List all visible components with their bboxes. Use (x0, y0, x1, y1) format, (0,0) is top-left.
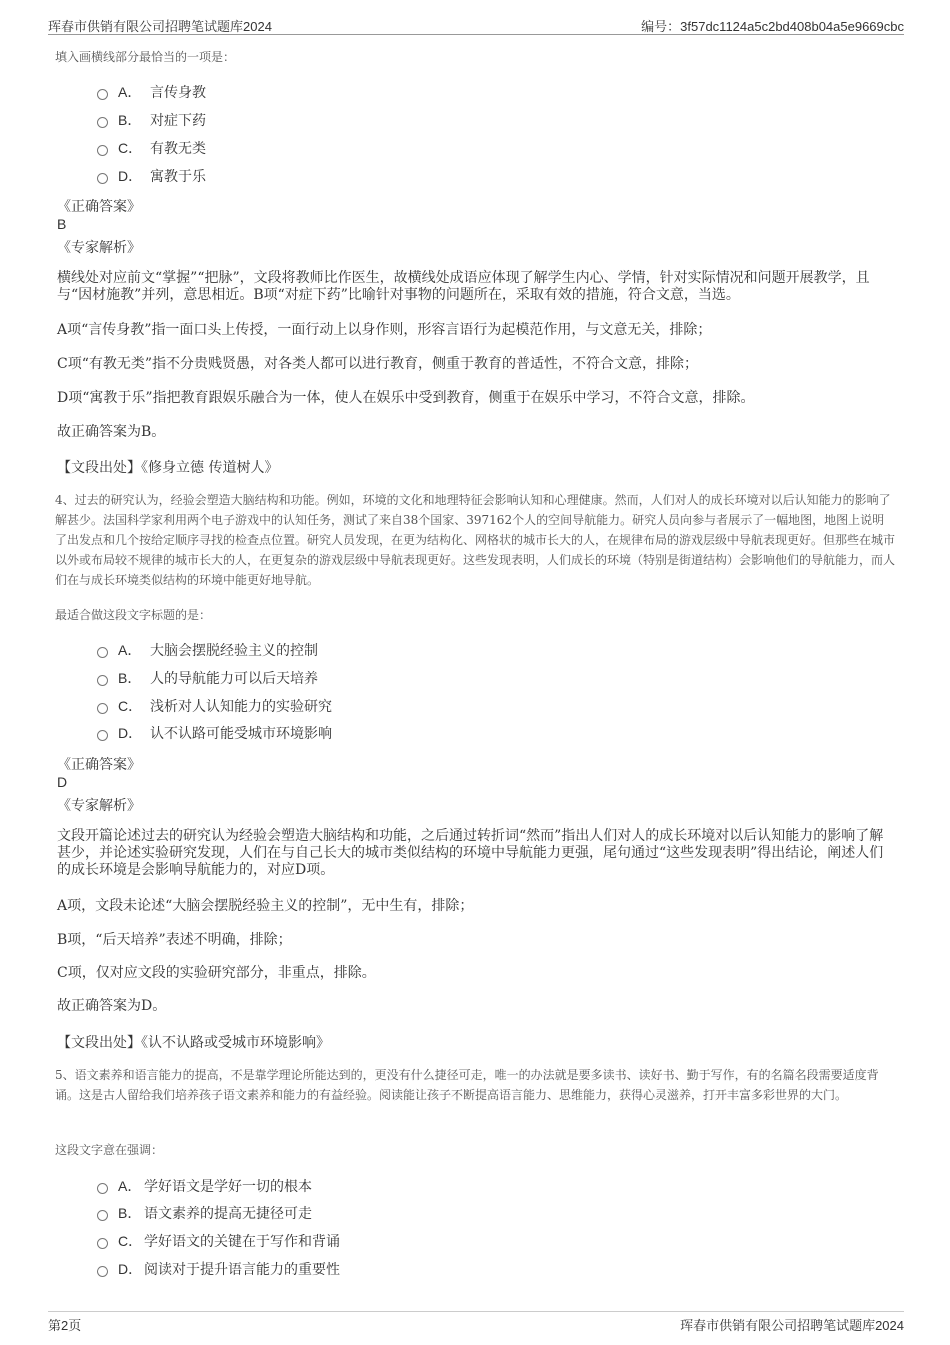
q5-option-b[interactable]: B． 语文素养的提高无捷径可走 (97, 1203, 312, 1223)
q3-option-a[interactable]: A． 言传身教 (97, 82, 206, 102)
q4-option-a[interactable]: A． 大脑会摆脱经验主义的控制 (97, 640, 318, 660)
q4-analysis-paragraph: B项，“后天培养”表述不明确，排除； (57, 932, 292, 948)
radio-icon[interactable] (97, 173, 108, 184)
q3-analysis-paragraph: D项“寓教于乐”指把教育跟娱乐融合为一体，使人在娱乐中受到教育，侧重于在娱乐中学习，不符合文意，排除。 (57, 390, 755, 406)
radio-icon[interactable] (97, 89, 108, 100)
q3-analysis-label: 《专家解析》 (57, 240, 141, 256)
q3-analysis-paragraph: A项“言传身教”指一面口头上传授，一面行动上以身作则，形容言语行为起模范作用，与文意无关，排除； (57, 322, 712, 338)
q4-analysis-paragraph: 文段开篇论述过去的研究认为经验会塑造大脑结构和功能，之后通过转折词“然而”指出人们对人的成长环境对以后认知能力的影响了解甚少，并论述实验研究发现，人们在与自己长大的城市类似结构的环境中导航能力更强，尾句通过“这些发现表明”得出结论，阐述人们的成长环境是会影响导航能力的，对应D项。 (57, 828, 884, 878)
q3-option-c[interactable]: C． 有教无类 (97, 138, 206, 158)
document-id: 编号：3f57dc1124a5c2bd408b04a5e9669cbc (641, 19, 904, 34)
page-header (48, 14, 904, 35)
q3-source: 【文段出处】《修身立德 传道树人》 (57, 460, 279, 476)
q3-option-d[interactable]: D． 寓教于乐 (97, 166, 206, 186)
q4-option-b[interactable]: B． 人的导航能力可以后天培养 (97, 668, 318, 688)
q5-option-d[interactable]: D． 阅读对于提升语言能力的重要性 (97, 1259, 340, 1279)
radio-icon[interactable] (97, 1238, 108, 1249)
page-number: 第2页 (48, 1318, 82, 1333)
q4-source: 【文段出处】《认不认路或受城市环境影响》 (57, 1035, 330, 1051)
q5-prompt: 这段文字意在强调： (55, 1143, 164, 1157)
q4-option-d[interactable]: D． 认不认路可能受城市环境影响 (97, 723, 332, 743)
q3-prompt: 填入画横线部分最恰当的一项是： (55, 50, 236, 64)
q4-passage: 4、过去的研究认为，经验会塑造大脑结构和功能。例如，环境的文化和地理特征会影响认知和心理健康。然而，人们对人的成长环境对以后认知能力的影响了解甚少。法国科学家利用两个电子游戏中的认知任务，测试了来自38个国家、397162个人的空间导航能力。研究人员向参与者展示了一幅地图，地图上说明了出发点和几个按给定顺序寻找的检查点位置。研究人员发现，在更为结构化、网格状的城市长大的人，在规律布局的游戏层级中导航表现更好。但那些在城市以外或布局较不规律的城市长大的人，在更复杂的游戏层级中导航表现更好。这些发现表明，人们成长的环境（特别是街道结构）会影响他们的导航能力，而人们在与成长环境类似结构的环境中能更好地导航。 (55, 493, 896, 587)
q3-analysis-paragraph: 故正确答案为B。 (57, 424, 166, 440)
q4-analysis-label: 《专家解析》 (57, 798, 141, 814)
radio-icon[interactable] (97, 117, 108, 128)
q4-analysis-paragraph: 故正确答案为D。 (57, 998, 167, 1014)
radio-icon[interactable] (97, 647, 108, 658)
q5-option-c[interactable]: C． 学好语文的关键在于写作和背诵 (97, 1231, 340, 1251)
q4-answer: D (57, 774, 68, 790)
radio-icon[interactable] (97, 675, 108, 686)
radio-icon[interactable] (97, 145, 108, 156)
radio-icon[interactable] (97, 1210, 108, 1221)
q4-answer-label: 《正确答案》 (57, 757, 141, 773)
q4-analysis-paragraph: A项，文段未论述“大脑会摆脱经验主义的控制”，无中生有，排除； (57, 898, 474, 914)
radio-icon[interactable] (97, 703, 108, 714)
q3-answer: B (57, 216, 67, 232)
q3-option-b[interactable]: B． 对症下药 (97, 110, 206, 130)
q4-option-c[interactable]: C． 浅析对人认知能力的实验研究 (97, 696, 332, 716)
header-title: 珲春市供销有限公司招聘笔试题库2024 (48, 19, 272, 34)
radio-icon[interactable] (97, 730, 108, 741)
q3-answer-label: 《正确答案》 (57, 199, 141, 215)
q3-analysis-paragraph: 横线处对应前文“掌握”“把脉”，文段将教师比作医生，故横线处成语应体现了解学生内心、学情，针对实际情况和问题开展教学，且与“因材施教”并列，意思相近。B项“对症下药”比喻针对事物的问题所在，采取有效的措施，符合文意，当选。 (57, 270, 870, 303)
q4-analysis-paragraph: C项，仅对应文段的实验研究部分，非重点，排除。 (57, 965, 376, 981)
q5-option-a[interactable]: A． 学好语文是学好一切的根本 (97, 1176, 312, 1196)
radio-icon[interactable] (97, 1183, 108, 1194)
radio-icon[interactable] (97, 1266, 108, 1277)
q3-analysis-paragraph: C项“有教无类”指不分贵贱贤愚，对各类人都可以进行教育，侧重于教育的普适性，不符合文意，排除； (57, 356, 699, 372)
footer-title: 珲春市供销有限公司招聘笔试题库2024 (680, 1318, 904, 1333)
q5-passage: 5、语文素养和语言能力的提高，不是靠学理论所能达到的，更没有什么捷径可走，唯一的办法就是要多读书、读好书、勤于写作，有的名篇名段需要适度背诵。这是古人留给我们培养孩子语文素养和能力的有益经验。阅读能让孩子不断提高语言能力、思维能力，获得心灵滋养，打开丰富多彩世界的大门。 (55, 1068, 879, 1102)
page-footer (48, 1311, 904, 1336)
q4-prompt: 最适合做这段文字标题的是： (55, 608, 212, 622)
